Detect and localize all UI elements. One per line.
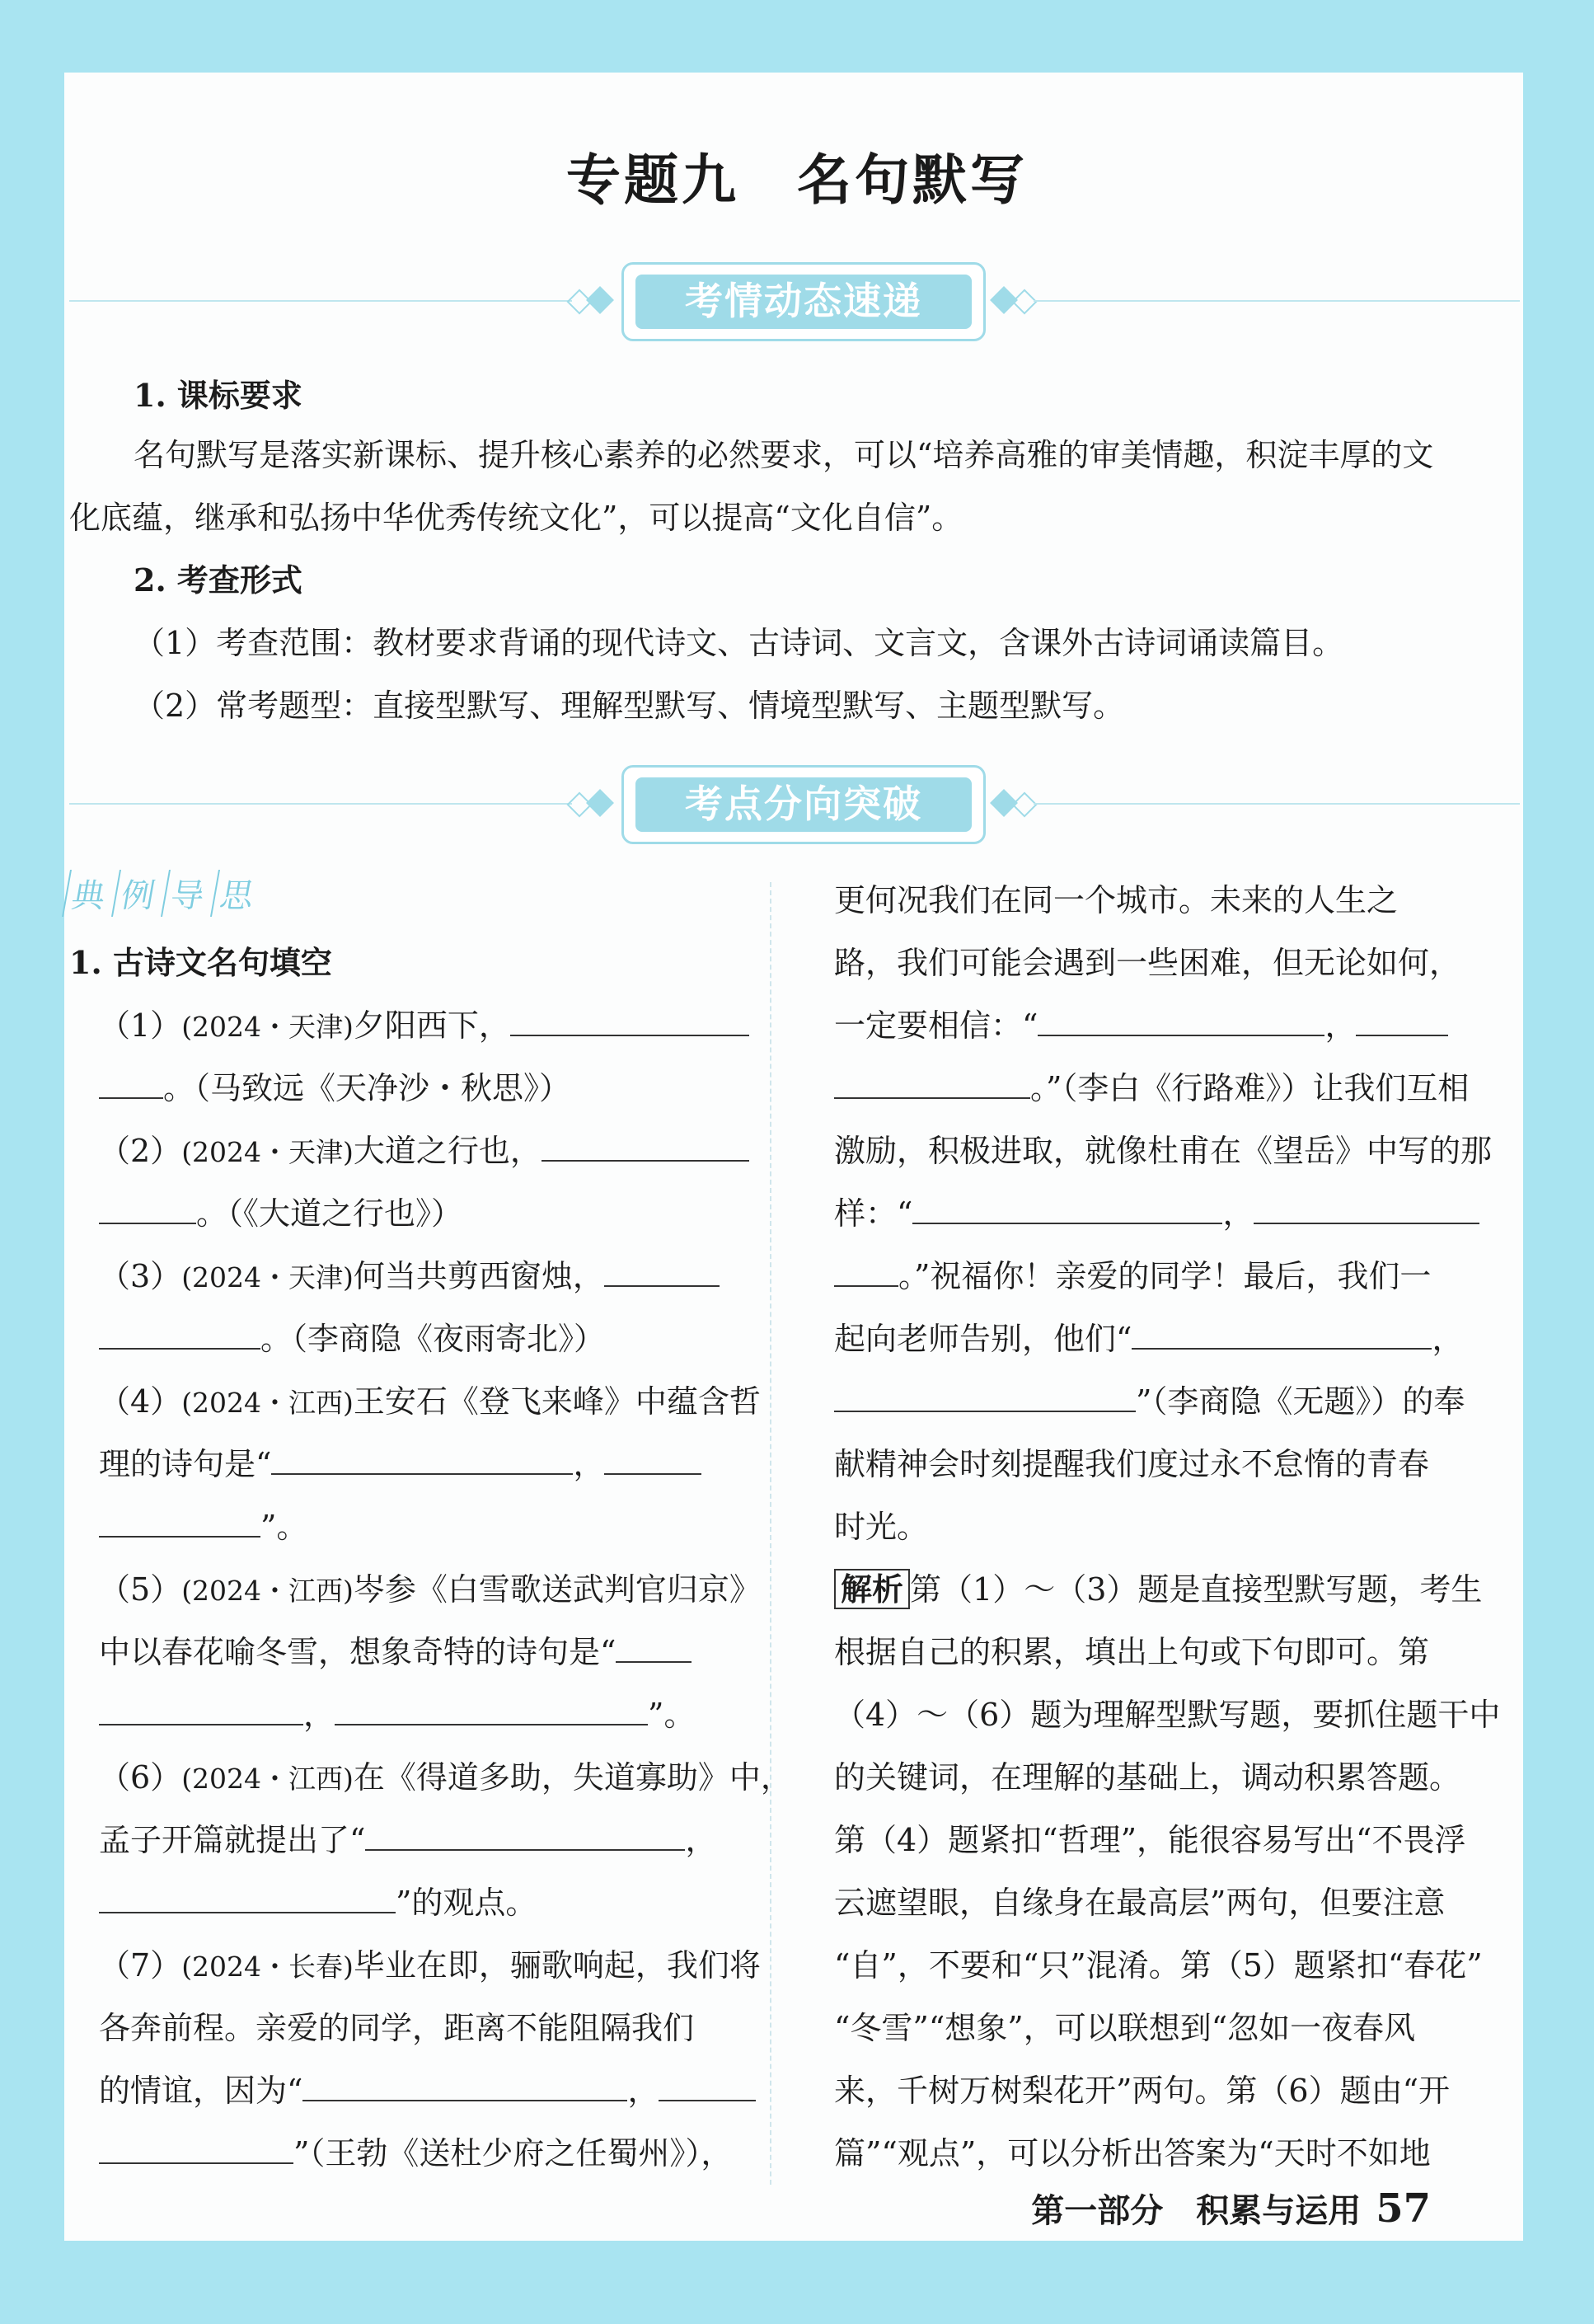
analysis-line: “自”，不要和“只”混淆。第（5）题紧扣“春花” <box>834 1947 1483 1984</box>
diamond-icon <box>586 789 614 817</box>
answer-blank <box>271 1448 573 1475</box>
diamond-icon <box>586 286 614 314</box>
analysis-label: 解析 <box>834 1569 910 1609</box>
answer-blank <box>604 1448 701 1475</box>
analysis-line: “冬雪”“想象”，可以联想到“忽如一夜春风 <box>834 2010 1416 2046</box>
answer-blank <box>335 1699 648 1725</box>
column-divider <box>770 882 771 2185</box>
passage-line: 。”（李白《行路难》）让我们互相 <box>834 1057 1469 1120</box>
banner-line-left <box>69 300 572 302</box>
passage-line: ”（李商隐《无题》）的奉 <box>834 1370 1465 1433</box>
passage-line: 激励，积极进取，就像杜甫在《望岳》中写的那 <box>834 1133 1493 1169</box>
analysis-line: 来，千树万树梨花开”两句。第（6）题由“开 <box>834 2073 1451 2109</box>
passage-line: 起向老师告别，他们“ ， <box>834 1321 1464 1357</box>
example-guide-label: 典 例 导 思 <box>66 870 264 917</box>
passage-line: 时光。 <box>834 1509 929 1545</box>
answer-blank <box>99 1323 260 1350</box>
list-item: （1）考查范围：教材要求背诵的现代诗文、古诗词、文言文，含课外古诗词诵读篇目。 <box>134 625 1344 661</box>
section-heading: 1. 课标要求 <box>134 377 302 414</box>
banner-line-right <box>1034 300 1520 302</box>
question-line: ”。 <box>99 1495 307 1558</box>
paragraph-line: 化底蕴，继承和弘扬中华优秀传统文化”，可以提高“文化自信”。 <box>69 500 963 536</box>
question-line: （2）(2024・天津)大道之行也， <box>99 1120 749 1184</box>
banner-line-left <box>69 803 572 805</box>
page-title: 专题九 名句默写 <box>566 148 1028 212</box>
list-item: （2）常考题型：直接型默写、理解型默写、情境型默写、主题型默写。 <box>134 688 1125 724</box>
banner-label: 考点分向突破 <box>635 777 972 832</box>
answer-blank <box>834 1261 898 1287</box>
question-line: ”（王勃《送杜少府之任蜀州》）， <box>99 2122 732 2185</box>
question-line: 各奔前程。亲爱的同学，距离不能阻隔我们 <box>99 2010 695 2046</box>
diamond-outline-icon <box>1011 791 1037 817</box>
banner-box <box>621 765 986 844</box>
banner-line-right <box>1034 803 1520 805</box>
analysis-line: 篇”“观点”，可以分析出答案为“天时不如地 <box>834 2135 1431 2171</box>
answer-blank <box>365 1824 685 1851</box>
passage-line: 路，我们可能会遇到一些困难，但无论如何， <box>834 945 1461 981</box>
question-line: 。（马致远《天净沙・秋思》） <box>99 1057 570 1120</box>
answer-blank <box>659 2075 756 2101</box>
answer-blank <box>1038 1010 1324 1036</box>
answer-blank <box>99 1073 163 1099</box>
answer-blank <box>302 2075 627 2101</box>
question-line: （1）(2024・天津)夕阳西下， <box>99 994 749 1059</box>
analysis-line: （4）～（6）题为理解型默写题，要抓住题干中 <box>834 1697 1501 1733</box>
analysis-line: 第（4）题紧扣“哲理”，能很容易写出“不畏浮 <box>834 1822 1466 1858</box>
analysis-line: 根据自己的积累，填出上句或下句即可。第 <box>834 1634 1430 1670</box>
answer-blank <box>99 2138 293 2164</box>
question-line: 的情谊，因为“ ， <box>99 2059 756 2122</box>
passage-line: 一定要相信：“ ， <box>834 994 1448 1057</box>
answer-blank <box>99 1511 260 1538</box>
question-line: （4）(2024・江西)王安石《登飞来峰》中蕴含哲 <box>99 1383 761 1420</box>
question-line: 理的诗句是“ ， <box>99 1433 701 1495</box>
answer-blank <box>510 1010 749 1036</box>
question-line: ”的观点。 <box>99 1871 537 1934</box>
passage-line: 献精神会时刻提醒我们度过永不怠惰的青春 <box>834 1446 1430 1482</box>
answer-blank <box>616 1636 692 1663</box>
question-line: 。（李商隐《夜雨寄北》） <box>99 1308 605 1370</box>
banner-box <box>621 262 986 341</box>
analysis-line: 的关键词，在理解的基础上，调动积累答题。 <box>834 1759 1461 1796</box>
answer-blank <box>834 1386 1136 1412</box>
analysis-line: 云遮望眼，自缘身在最高层”两句，但要注意 <box>834 1885 1446 1921</box>
footer-section: 第一部分 积累与运用 <box>1031 2191 1362 2230</box>
passage-line: 更何况我们在同一个城市。未来的人生之 <box>834 882 1399 918</box>
answer-blank <box>99 1699 303 1725</box>
diamond-outline-icon <box>1011 289 1037 314</box>
answer-blank <box>604 1261 720 1287</box>
answer-blank <box>99 1198 196 1224</box>
question-line: （7）(2024・长春)毕业在即，骊歌响起，我们将 <box>99 1947 761 1984</box>
answer-blank <box>1356 1010 1448 1036</box>
paragraph-line: 名句默写是落实新课标、提升核心素养的必然要求，可以“培养高雅的审美情趣，积淀丰厚的文 <box>134 437 1434 473</box>
answer-blank <box>99 1887 396 1913</box>
question-line: 。（《大道之行也》） <box>99 1182 462 1245</box>
question-line: （3）(2024・天津)何当共剪西窗烛， <box>99 1245 720 1309</box>
passage-line: 。”祝福你！亲爱的同学！最后，我们一 <box>834 1245 1431 1308</box>
section-banner-2 <box>64 758 1523 849</box>
answer-blank <box>1132 1323 1432 1350</box>
analysis-line: 解析 第（1）～（3）题是直接型默写题，考生 <box>834 1558 1482 1621</box>
page-number: 57 <box>1376 2185 1431 2232</box>
answer-blank <box>1254 1198 1479 1224</box>
question-heading: 1. 古诗文名句填空 <box>69 944 332 981</box>
page-footer <box>1031 2185 1431 2232</box>
answer-blank <box>541 1135 749 1162</box>
banner-label: 考情动态速递 <box>635 275 972 329</box>
section-heading: 2. 考查形式 <box>134 561 302 599</box>
question-line: ， ”。 <box>99 1683 695 1746</box>
question-line: （6）(2024・江西)在《得道多助，失道寡助》中， <box>99 1759 792 1796</box>
question-line: 中以春花喻冬雪，想象奇特的诗句是“ <box>99 1621 692 1683</box>
answer-blank <box>834 1073 1030 1099</box>
question-line: 孟子开篇就提出了“ ， <box>99 1822 717 1858</box>
answer-blank <box>912 1198 1222 1224</box>
section-banner-1 <box>64 256 1523 346</box>
passage-line: 样：“ ， <box>834 1182 1479 1245</box>
question-line: （5）(2024・江西)岑参《白雪歌送武判官归京》 <box>99 1571 761 1608</box>
